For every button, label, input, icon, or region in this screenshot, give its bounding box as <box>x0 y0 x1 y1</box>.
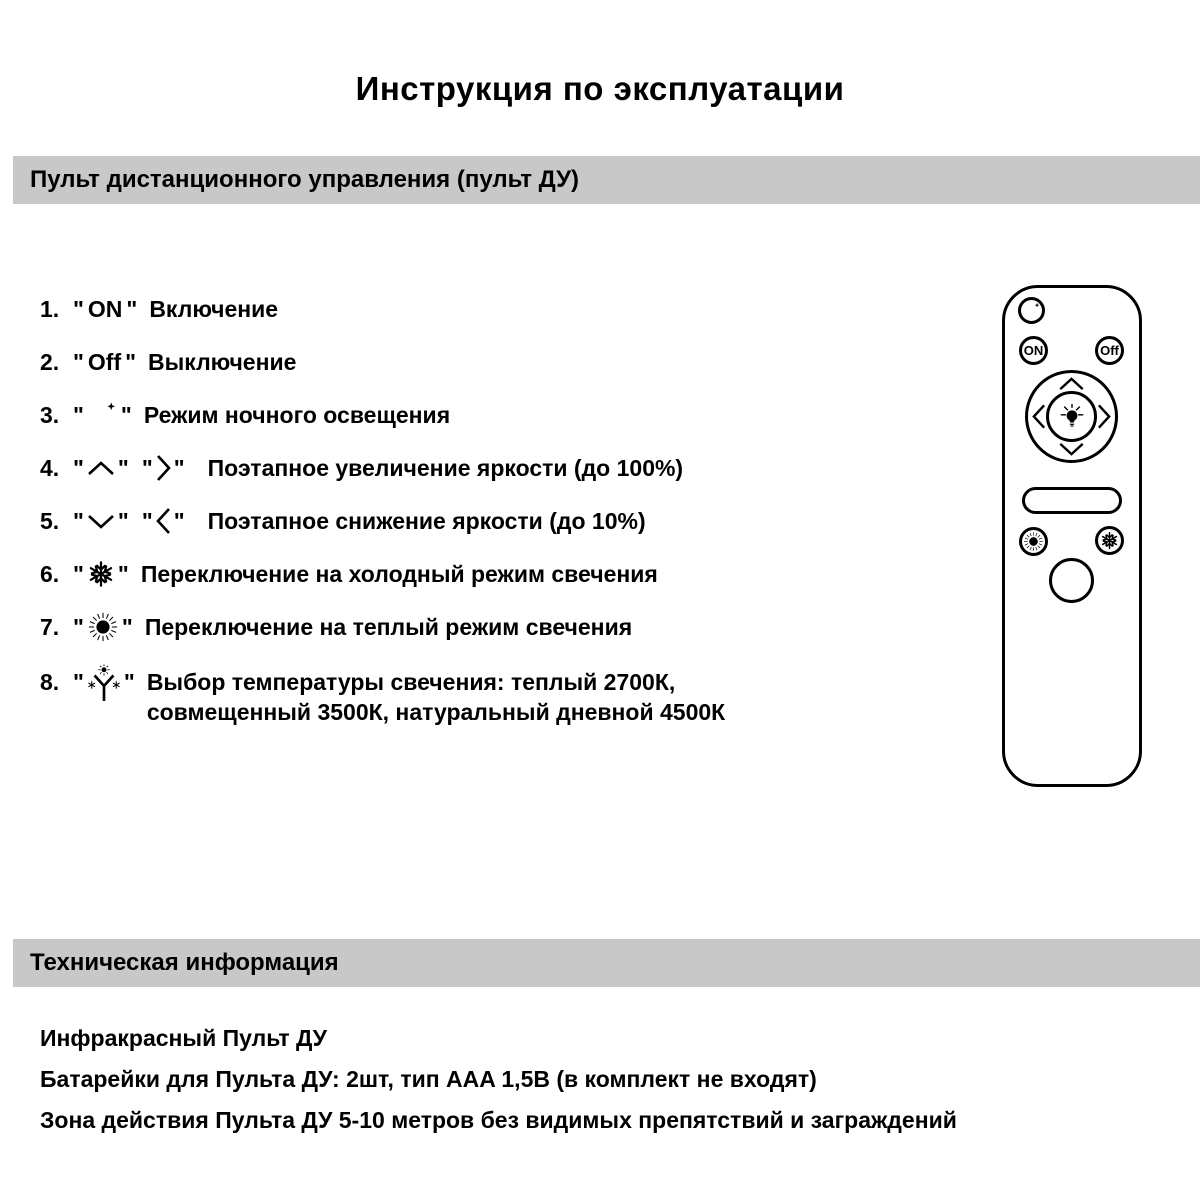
tech-info-line: Батарейки для Пульта ДУ: 2шт, тип AAA 1,5В (в комплект не входят) <box>40 1066 817 1092</box>
chevron-right-icon <box>156 454 171 482</box>
remote-instructions-list <box>40 296 960 727</box>
item-number: 6. <box>40 560 60 587</box>
item-description: Выключение <box>148 348 297 375</box>
quote-mark: " <box>173 507 185 534</box>
list-item-off <box>40 349 960 375</box>
item-description <box>147 667 725 727</box>
tech-info-line: Зона действия Пульта ДУ 5-10 метров без видимых препятствий и заграждений <box>40 1107 957 1133</box>
cold-mode-button <box>1095 526 1124 555</box>
round-blank-button <box>1049 558 1094 603</box>
chevron-down-icon <box>1058 442 1085 456</box>
sun-icon <box>87 611 119 643</box>
item-number: 1. <box>40 295 60 322</box>
list-item-night-mode <box>40 402 960 428</box>
pill-button <box>1022 487 1122 514</box>
list-item-cold-mode <box>40 561 960 587</box>
on-button-label: ON <box>1023 343 1044 358</box>
quote-mark: " <box>73 669 84 695</box>
chevron-down-icon <box>87 514 115 529</box>
quote-mark: " <box>73 560 84 587</box>
chevron-up-icon <box>87 461 115 476</box>
quote-mark: " <box>73 348 84 375</box>
section-heading-tech <box>13 939 1200 987</box>
off-button <box>1095 336 1124 365</box>
quote-mark: " <box>73 613 84 640</box>
quote-mark: " <box>141 507 153 534</box>
quote-mark: " <box>121 613 133 640</box>
list-item-on <box>40 296 960 322</box>
tech-info <box>40 1018 957 1141</box>
light-bulb-icon <box>1059 402 1085 432</box>
item-description: Режим ночного освещения <box>143 401 451 428</box>
quote-mark: " <box>117 560 129 587</box>
night-mode-button <box>1018 297 1045 324</box>
on-button <box>1019 336 1048 365</box>
section-heading-remote-label: Пульт дистанционного управления (пульт ДУ) <box>30 166 579 193</box>
list-item-brightness-down <box>40 508 960 534</box>
item-number: 5. <box>40 507 60 534</box>
item-description: Поэтапное снижение яркости (до 10%) <box>207 507 646 534</box>
list-item-brightness-up <box>40 455 960 481</box>
moon-star-icon <box>1023 302 1041 319</box>
list-item-warm-mode <box>40 614 960 640</box>
navigation-pad <box>1025 370 1118 463</box>
temperature-select-icon <box>87 664 121 702</box>
off-button-label: Off <box>1100 343 1119 358</box>
quote-mark: " <box>126 295 138 322</box>
warm-mode-button <box>1019 527 1048 556</box>
on-key-label: ON <box>87 295 123 322</box>
off-key-label: Off <box>87 348 122 375</box>
section-heading-tech-label: Техническая информация <box>30 949 339 976</box>
sun-icon <box>1023 531 1044 552</box>
brightness-center-button <box>1046 391 1097 442</box>
item-description: Переключение на холодный режим свечения <box>140 560 658 587</box>
chevron-left-icon <box>1032 403 1046 430</box>
chevron-right-icon <box>1097 403 1111 430</box>
quote-mark: " <box>73 295 84 322</box>
quote-mark: " <box>117 454 129 481</box>
quote-mark: " <box>117 507 129 534</box>
snowflake-icon <box>1100 531 1119 550</box>
item-number: 3. <box>40 401 60 428</box>
quote-mark: " <box>173 454 185 481</box>
snowflake-icon <box>87 560 115 588</box>
item-description: Поэтапное увеличение яркости (до 100%) <box>207 454 684 481</box>
quote-mark: " <box>73 454 84 481</box>
quote-mark: " <box>73 507 84 534</box>
chevron-up-icon <box>1058 377 1085 391</box>
item-number: 4. <box>40 454 60 481</box>
item-description: Включение <box>149 295 279 322</box>
quote-mark: " <box>141 454 153 481</box>
tech-info-line: Инфракрасный Пульт ДУ <box>40 1025 327 1051</box>
quote-mark: " <box>125 348 137 375</box>
quote-mark: " <box>73 401 84 428</box>
quote-mark: " <box>123 669 135 695</box>
section-heading-remote <box>13 156 1200 204</box>
item-number: 2. <box>40 348 60 375</box>
page-title: Инструкция по эксплуатации <box>355 70 845 107</box>
item-number: 7. <box>40 613 60 640</box>
item-description-line2: совмещенный 3500К, натуральный дневной 4500К <box>146 699 726 725</box>
item-description: Переключение на теплый режим свечения <box>144 613 633 640</box>
chevron-left-icon <box>156 507 171 535</box>
quote-mark: " <box>120 401 132 428</box>
remote-control-illustration <box>1002 285 1142 787</box>
list-item-temp-select <box>40 667 960 727</box>
moon-star-icon <box>87 401 118 430</box>
item-number: 8. <box>40 669 60 695</box>
item-description-line1: Выбор температуры свечения: теплый 2700К, <box>146 669 676 695</box>
